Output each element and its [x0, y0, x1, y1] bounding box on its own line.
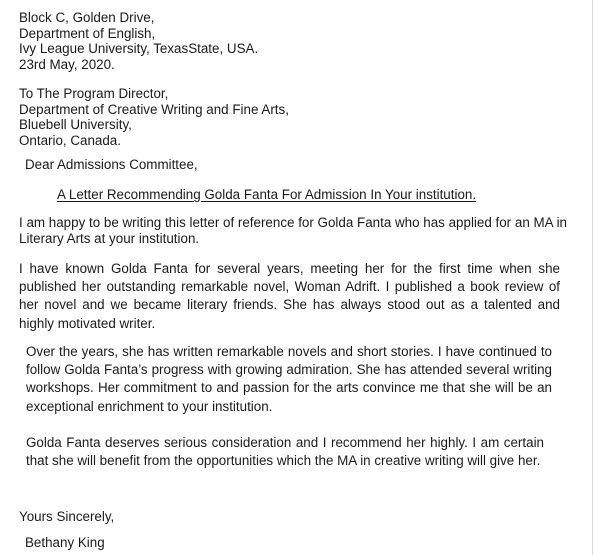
sender-address-line: Department of English, [19, 25, 156, 41]
recipient-address-line: To The Program Director, [19, 86, 169, 101]
recipient-address-line: Bluebell University, [19, 117, 132, 132]
recipient-address-line: Ontario, Canada. [19, 132, 121, 148]
signature-name: Bethany King [25, 535, 105, 550]
recipient-address [19, 86, 289, 148]
sender-address [19, 10, 258, 72]
body-paragraph: I have known Golda Fanta for several years, meeting her for the first time when she published her outstanding remarkable novel, Woman Adrift. I published a book review of her novel and we became literary friends. She has always stood out as a talented and highly motivated writer. [19, 261, 560, 331]
closing: Yours Sincerely, [19, 509, 115, 524]
letter-date: 23rd May, 2020. [19, 56, 115, 72]
body-paragraph: Over the years, she has written remarkable novels and short stories. I have continued to follow Golda Fanta’s progress with growing admiration. She has attended several writing workshops. Her commitment to and passion for the arts convince me that she will be an exceptional enrichment to your institution. [26, 344, 552, 414]
sender-address-line: Ivy League University, TexasState, USA. [19, 41, 259, 56]
sender-address-line: Block C, Golden Drive, [19, 10, 155, 25]
recipient-address-line: Department of Creative Writing and Fine Arts, [19, 101, 289, 117]
salutation: Dear Admissions Committee, [25, 157, 198, 172]
body-paragraph: I am happy to be writing this letter of reference for Golda Fanta who has applied for an MA in Literary Arts at your institution. [19, 215, 567, 246]
body-paragraph: Golda Fanta deserves serious consideration and I recommend her highly. I am certain that she will benefit from the opportunities which the MA in creative writing will give her. [26, 435, 544, 469]
letter-subject: A Letter Recommending Golda Fanta For Admission In Your institution. [57, 187, 477, 202]
